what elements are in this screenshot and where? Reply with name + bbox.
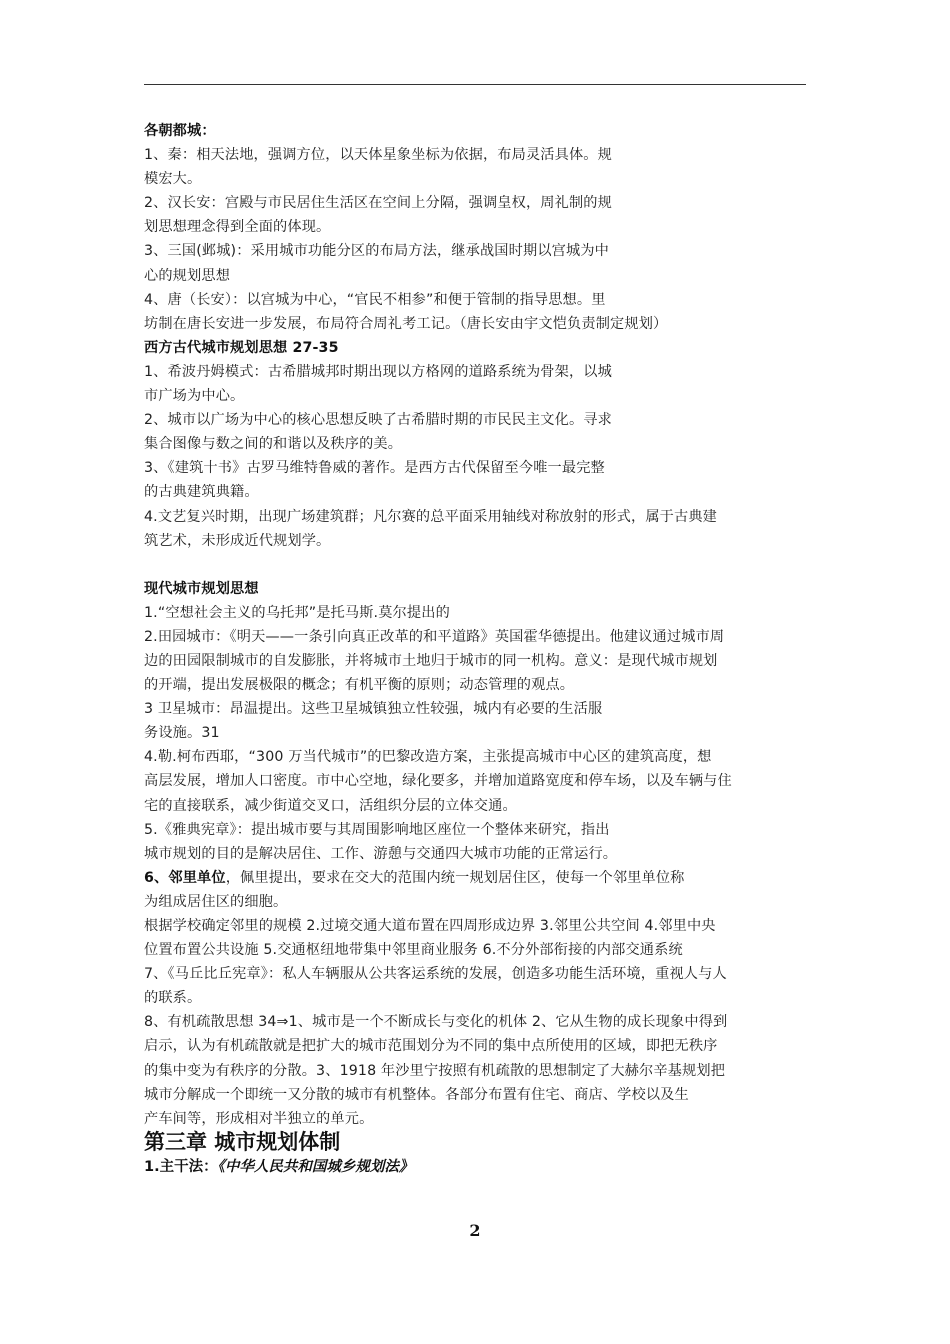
page-number: 2: [469, 1221, 481, 1240]
text-line: 启示，认为有机疏散就是把扩大的城市范围划分为不同的集中点所使用的区域，即把无秩序: [144, 1038, 718, 1055]
text-line: 边的田园限制城市的自发膨胀，并将城市土地归于城市的同一机构。意义：是现代城市规划: [144, 652, 718, 669]
text-line: 1.“空想社会主义的乌托邦”是托马斯.莫尔提出的: [144, 604, 450, 621]
document-body: [144, 119, 812, 1179]
text-line: 3、《建筑十书》古罗马维特鲁威的著作。是西方古代保留至今唯一最完整: [144, 460, 605, 477]
text-line: 的集中变为有秩序的分散。3、1918 年沙里宁按照有机疏散的思想制定了大赫尔辛基规划把: [144, 1062, 726, 1079]
text-line: 4、唐（长安）：以宫城为中心，“官民不相参”和便于管制的指导思想。里: [144, 291, 606, 308]
subheading-prefix: 1.主干法：: [144, 1158, 218, 1175]
text-line: 筑艺术，未形成近代规划学。: [144, 532, 331, 549]
section-heading: 各朝都城：: [144, 123, 216, 139]
text-line: [144, 866, 812, 890]
inline-text: ，佩里提出，要求在交大的范围内统一规划居住区，使每一个邻里单位称: [225, 869, 685, 886]
text-line: 宅的直接联系，减少街道交叉口，活组织分层的立体交通。: [144, 797, 517, 814]
text-line: 的联系。: [144, 990, 202, 1007]
text-line: 1、秦：相天法地，强调方位，以天体星象坐标为依据，布局灵活具体。规: [144, 147, 612, 164]
text-line: 根据学校确定邻里的规模 2.过境交通大道布置在四周形成边界 3.邻里公共空间 4.邻里中央: [144, 918, 716, 934]
text-line: 4.勒.柯布西耶，“300 万当代城市”的巴黎改造方案，主张提高城市中心区的建筑高度，想: [144, 749, 712, 766]
text-line: 心的规划思想: [144, 267, 231, 284]
text-line: 2、汉长安：宫殿与市民居住生活区在空间上分隔，强调皇权，周礼制的规: [144, 195, 612, 212]
text-line: 3 卫星城市：昂温提出。这些卫星城镇独立性较强，城内有必要的生活服: [144, 701, 603, 718]
inline-bold-label: 6、邻里单位: [144, 869, 226, 886]
chapter-subheading: [144, 1155, 812, 1179]
text-line: 坊制在唐长安进一步发展，布局符合周礼考工记。（唐长安由宇文恺负责制定规划）: [144, 315, 668, 332]
text-line: 为组成居住区的细胞。: [144, 893, 288, 910]
law-title: 《中华人民共和国城乡规划法》: [217, 1158, 414, 1175]
text-line: 市广场为中心。: [144, 388, 245, 405]
text-line: 位置布置公共设施 5.交通枢纽地带集中邻里商业服务 6.不分外部衔接的内部交通系统: [144, 942, 683, 959]
section-heading: 现代城市规划思想: [144, 580, 259, 597]
text-line: 高层发展，增加人口密度。市中心空地，绿化要多，并增加道路宽度和停车场，以及车辆与住: [144, 773, 732, 790]
text-line: 划思想理念得到全面的体现。: [144, 219, 331, 236]
text-line: 1、希波丹姆模式：古希腊城邦时期出现以方格网的道路系统为骨架，以城: [144, 363, 612, 380]
text-line: 7、《马丘比丘宪章》：私人车辆服从公共客运系统的发展，创造多功能生活环境，重视人与人: [144, 966, 727, 983]
text-line: 模宏大。: [144, 171, 202, 188]
text-line: 8、有机疏散思想 34⇒1、城市是一个不断成长与变化的机体 2、它从生物的成长现象中得到: [144, 1014, 728, 1031]
text-line: 2、城市以广场为中心的核心思想反映了古希腊时期的市民民主文化。寻求: [144, 412, 612, 429]
text-line: 5.《雅典宪章》：提出城市要与其周围影响地区座位一个整体来研究，指出: [144, 821, 610, 838]
header-rule: [144, 84, 806, 85]
text-line: 城市分解成一个即统一又分散的城市有机整体。各部分布置有住宅、商店、学校以及生: [144, 1086, 689, 1103]
text-line: 务设施。31: [144, 725, 220, 742]
chapter-title: 第三章 城市规划体制: [144, 1129, 341, 1154]
text-line: 4.文艺复兴时期，出现广场建筑群；凡尔赛的总平面采用轴线对称放射的形式，属于古典建: [144, 508, 718, 525]
text-line: 3、三国(邺城)：采用城市功能分区的布局方法，继承战国时期以宫城为中: [144, 243, 610, 260]
text-line: 2.田园城市：《明天——一条引向真正改革的和平道路》英国霍华德提出。他建议通过城市周: [144, 628, 725, 645]
text-line: 的古典建筑典籍。: [144, 484, 259, 501]
text-line: 的开端，提出发展极限的概念；有机平衡的原则；动态管理的观点。: [144, 677, 575, 694]
section-heading: 西方古代城市规划思想 27-35: [144, 339, 339, 356]
text-line: 城市规划的目的是解决居住、工作、游憩与交通四大城市功能的正常运行。: [144, 845, 618, 862]
text-line: 产车间等，形成相对半独立的单元。: [144, 1110, 374, 1127]
blank-line: [144, 553, 812, 577]
text-line: 集合图像与数之间的和谐以及秩序的美。: [144, 436, 403, 453]
